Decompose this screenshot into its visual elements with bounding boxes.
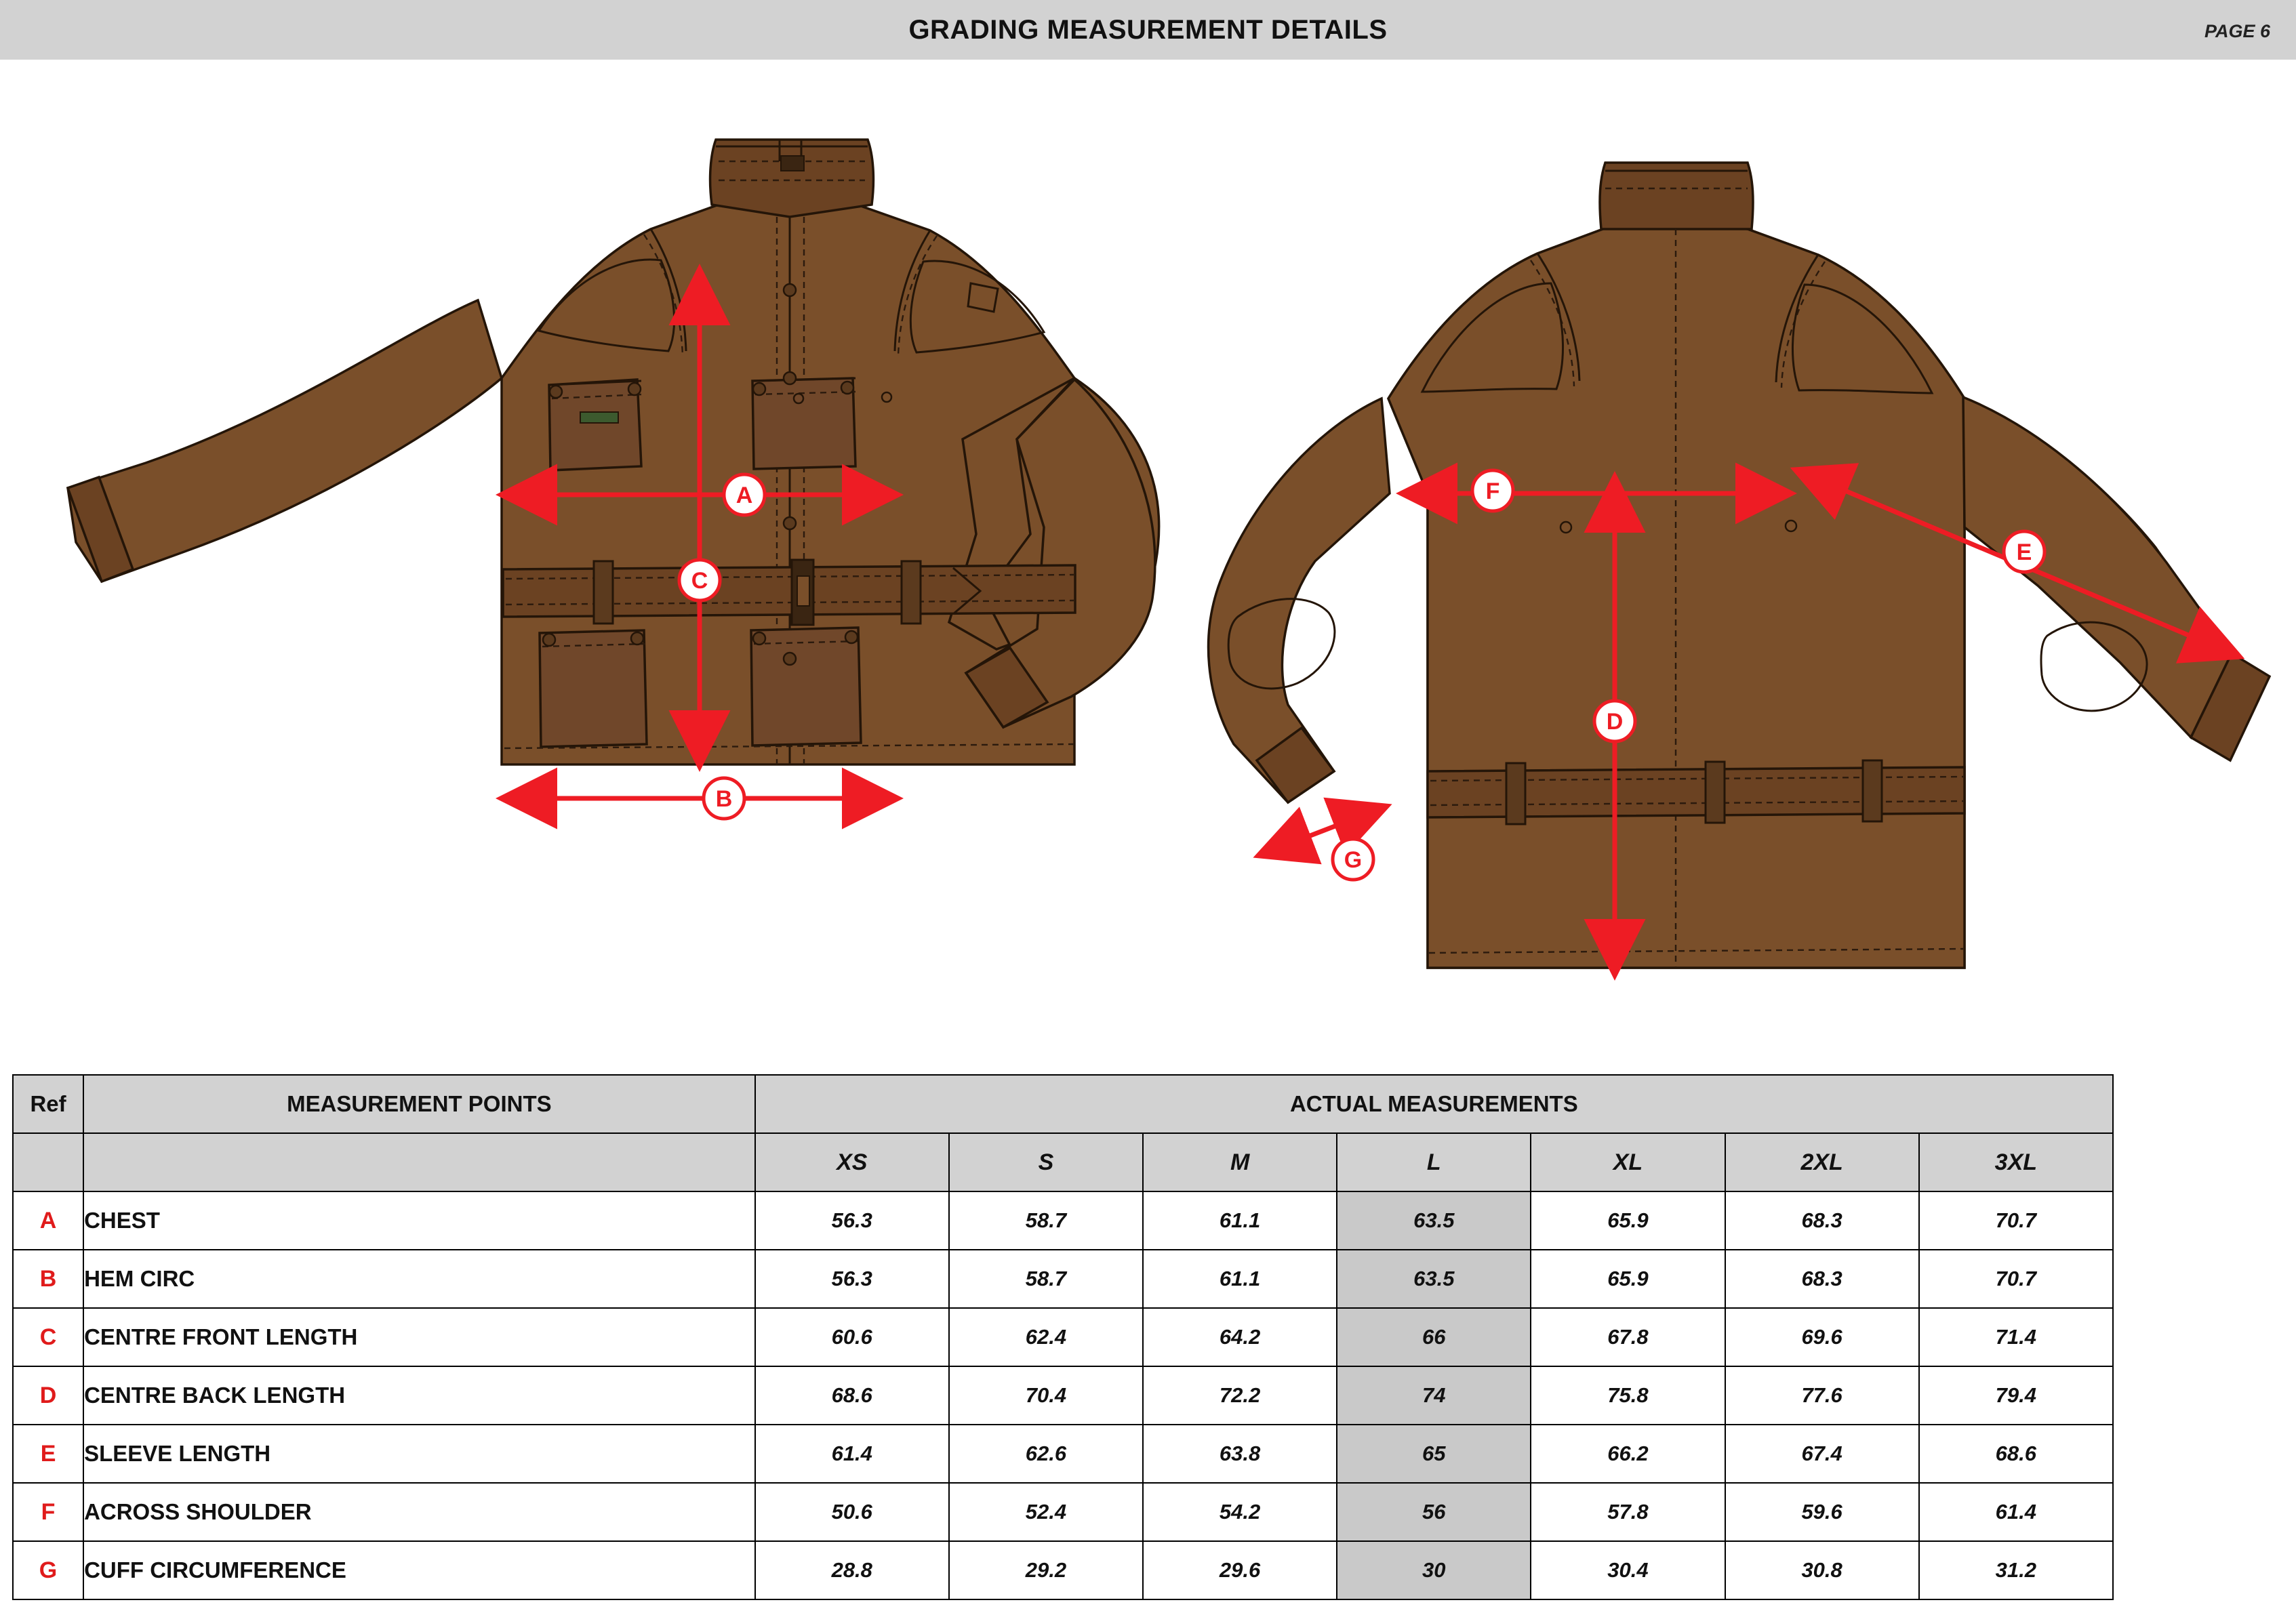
header-ref: Ref [13, 1075, 83, 1133]
page-header [0, 0, 2296, 62]
row-point: CUFF CIRCUMFERENCE [83, 1541, 755, 1599]
row-value-s: 62.6 [949, 1425, 1143, 1483]
row-value-2xl: 77.6 [1725, 1366, 1919, 1425]
row-value-s: 29.2 [949, 1541, 1143, 1599]
header-size-l: L [1337, 1133, 1531, 1191]
header-ref-blank [13, 1133, 83, 1191]
row-ref: C [13, 1308, 83, 1366]
table-row [13, 1541, 2113, 1599]
row-value-m: 54.2 [1143, 1483, 1337, 1541]
row-value-2xl: 67.4 [1725, 1425, 1919, 1483]
row-ref: D [13, 1366, 83, 1425]
header-size-2xl: 2XL [1725, 1133, 1919, 1191]
row-value-l: 66 [1337, 1308, 1531, 1366]
svg-text:G: G [1344, 847, 1363, 873]
header-measurement-points: MEASUREMENT POINTS [83, 1075, 755, 1133]
svg-text:E: E [2016, 539, 2032, 565]
table-header-row-1 [13, 1075, 2113, 1133]
row-value-xs: 56.3 [755, 1250, 949, 1308]
header-size-m: M [1143, 1133, 1337, 1191]
row-value-3xl: 70.7 [1919, 1191, 2113, 1250]
row-value-2xl: 69.6 [1725, 1308, 1919, 1366]
header-size-xs: XS [755, 1133, 949, 1191]
row-value-m: 61.1 [1143, 1191, 1337, 1250]
row-value-l: 74 [1337, 1366, 1531, 1425]
row-point: CHEST [83, 1191, 755, 1250]
table-row [13, 1308, 2113, 1366]
row-value-2xl: 68.3 [1725, 1191, 1919, 1250]
row-value-2xl: 30.8 [1725, 1541, 1919, 1599]
header-points-blank [83, 1133, 755, 1191]
row-value-3xl: 71.4 [1919, 1308, 2113, 1366]
row-value-s: 58.7 [949, 1250, 1143, 1308]
row-value-m: 61.1 [1143, 1250, 1337, 1308]
row-ref: G [13, 1541, 83, 1599]
svg-text:F: F [1485, 478, 1500, 504]
svg-text:B: B [715, 786, 733, 812]
row-value-s: 62.4 [949, 1308, 1143, 1366]
row-value-l: 63.5 [1337, 1250, 1531, 1308]
row-value-xs: 50.6 [755, 1483, 949, 1541]
table-row [13, 1425, 2113, 1483]
row-point: HEM CIRC [83, 1250, 755, 1308]
row-value-l: 65 [1337, 1425, 1531, 1483]
table-row [13, 1483, 2113, 1541]
row-value-l: 30 [1337, 1541, 1531, 1599]
row-value-xl: 66.2 [1531, 1425, 1725, 1483]
row-value-xs: 60.6 [755, 1308, 949, 1366]
row-value-3xl: 31.2 [1919, 1541, 2113, 1599]
row-value-xl: 65.9 [1531, 1250, 1725, 1308]
svg-text:C: C [691, 568, 708, 594]
row-point: CENTRE FRONT LENGTH [83, 1308, 755, 1366]
row-ref: E [13, 1425, 83, 1483]
row-value-s: 52.4 [949, 1483, 1143, 1541]
header-size-s: S [949, 1133, 1143, 1191]
header-size-3xl: 3XL [1919, 1133, 2113, 1191]
table-row [13, 1250, 2113, 1308]
row-value-3xl: 68.6 [1919, 1425, 2113, 1483]
row-point: CENTRE BACK LENGTH [83, 1366, 755, 1425]
table-row [13, 1191, 2113, 1250]
row-value-s: 58.7 [949, 1191, 1143, 1250]
table-header-row-2 [13, 1133, 2113, 1191]
row-ref: F [13, 1483, 83, 1541]
row-value-2xl: 59.6 [1725, 1483, 1919, 1541]
row-value-xl: 75.8 [1531, 1366, 1725, 1425]
jacket-front-illustration [68, 140, 1159, 764]
grading-measurement-table [12, 1074, 2114, 1600]
row-value-xs: 68.6 [755, 1366, 949, 1425]
row-value-l: 63.5 [1337, 1191, 1531, 1250]
row-ref: B [13, 1250, 83, 1308]
row-value-xl: 65.9 [1531, 1191, 1725, 1250]
row-value-xl: 57.8 [1531, 1483, 1725, 1541]
svg-text:D: D [1606, 709, 1624, 735]
page-title: GRADING MEASUREMENT DETAILS [908, 15, 1388, 45]
row-ref: A [13, 1191, 83, 1250]
row-value-xl: 30.4 [1531, 1541, 1725, 1599]
row-value-3xl: 79.4 [1919, 1366, 2113, 1425]
row-point: ACROSS SHOULDER [83, 1483, 755, 1541]
row-value-3xl: 70.7 [1919, 1250, 2113, 1308]
row-value-xs: 56.3 [755, 1191, 949, 1250]
row-value-xl: 67.8 [1531, 1308, 1725, 1366]
page-number-label: PAGE 6 [2204, 21, 2270, 41]
row-value-m: 63.8 [1143, 1425, 1337, 1483]
technical-flat-illustrations [0, 60, 2296, 1069]
row-value-m: 29.6 [1143, 1541, 1337, 1599]
row-point: SLEEVE LENGTH [83, 1425, 755, 1483]
row-value-2xl: 68.3 [1725, 1250, 1919, 1308]
svg-text:A: A [736, 483, 753, 508]
header-actual-measurements: ACTUAL MEASUREMENTS [755, 1075, 2113, 1133]
row-value-l: 56 [1337, 1483, 1531, 1541]
row-value-s: 70.4 [949, 1366, 1143, 1425]
row-value-m: 64.2 [1143, 1308, 1337, 1366]
row-value-m: 72.2 [1143, 1366, 1337, 1425]
row-value-xs: 61.4 [755, 1425, 949, 1483]
row-value-xs: 28.8 [755, 1541, 949, 1599]
header-size-xl: XL [1531, 1133, 1725, 1191]
table-row [13, 1366, 2113, 1425]
row-value-3xl: 61.4 [1919, 1483, 2113, 1541]
